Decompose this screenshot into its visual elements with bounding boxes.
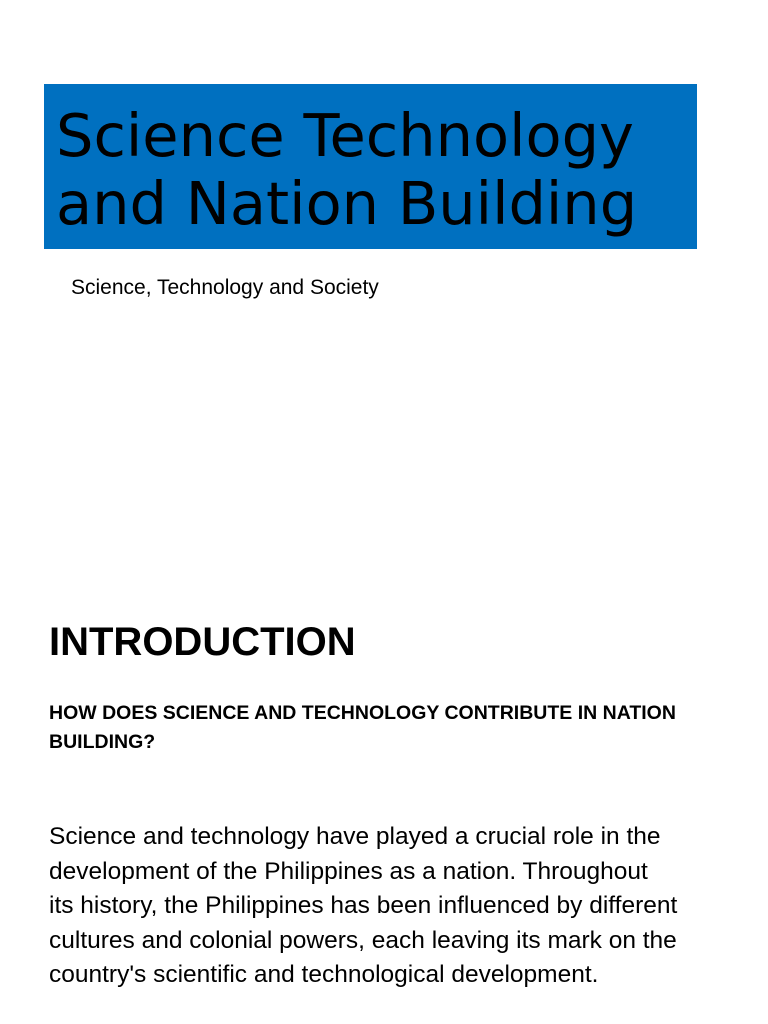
title-line-1: Science Technology <box>56 101 634 170</box>
paragraph-line: development of the Philippines as a nation. Throughout <box>49 857 648 885</box>
question-line: HOW DOES SCIENCE AND TECHNOLOGY CONTRIBUTE IN NATION <box>49 702 676 724</box>
introduction-paragraph <box>49 820 749 993</box>
paragraph-line: its history, the Philippines has been influenced by different <box>49 892 678 919</box>
question-line: BUILDING? <box>49 731 156 753</box>
introduction-heading: INTRODUCTION <box>49 620 356 664</box>
paragraph-line: country's scientific and technological development. <box>49 961 599 988</box>
subtitle: Science, Technology and Society <box>71 276 379 299</box>
paragraph-line: Science and technology have played a crucial role in the <box>49 823 661 850</box>
guiding-question <box>49 699 739 757</box>
title-banner <box>44 84 697 249</box>
title-line-2: and Nation Building <box>56 169 638 238</box>
paragraph-line: cultures and colonial powers, each leaving its mark on the <box>49 926 677 954</box>
